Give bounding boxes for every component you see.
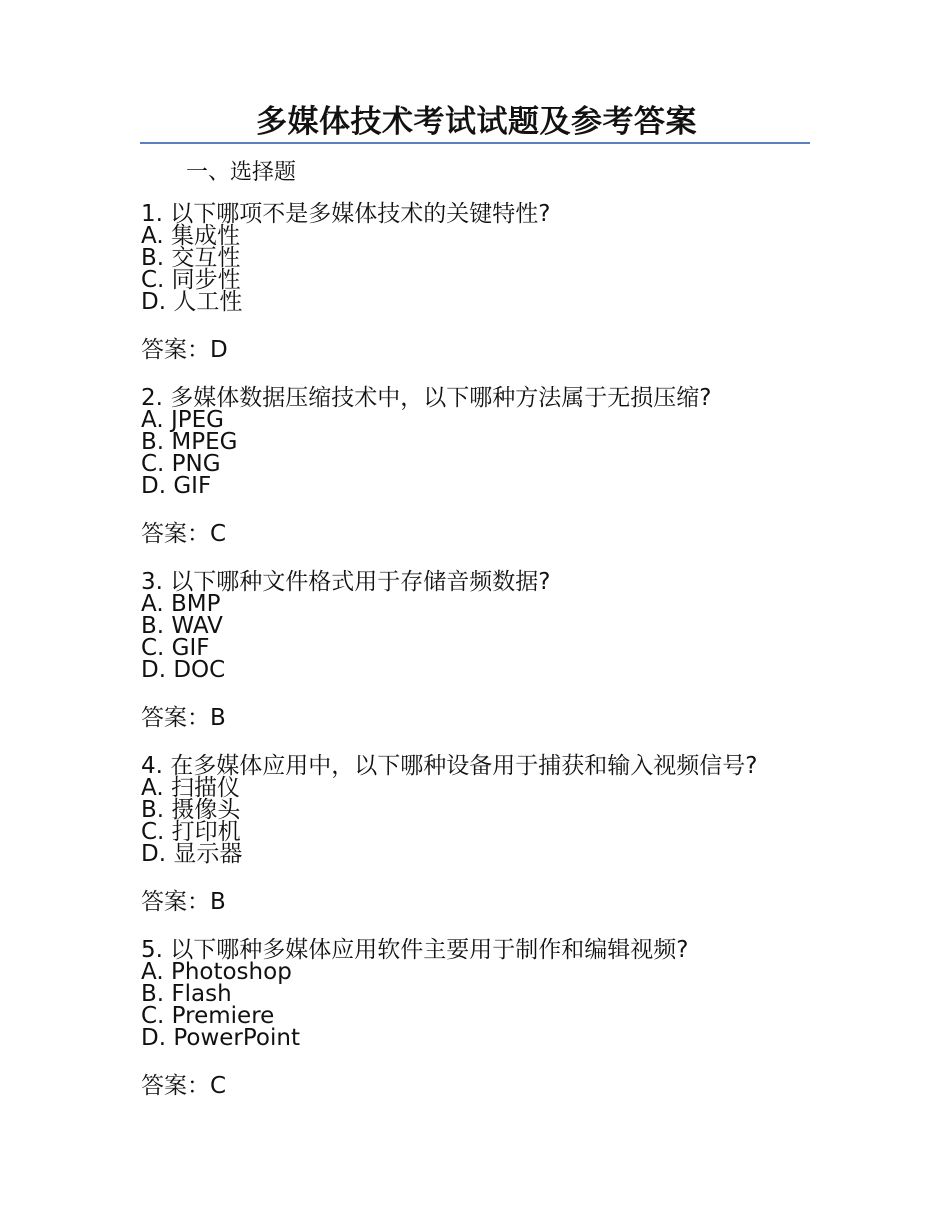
answer-text: 答案：B — [141, 705, 226, 731]
option-d: D. GIF — [141, 473, 212, 499]
option-b: B. 交互性 — [141, 245, 241, 271]
question-list — [141, 203, 781, 1123]
option-d: D. 人工性 — [141, 289, 243, 315]
question-5 — [141, 939, 781, 1101]
option-list — [141, 225, 781, 313]
question-2 — [141, 387, 781, 549]
option-c: C. PNG — [141, 451, 221, 477]
answer-text: 答案：D — [141, 337, 228, 363]
option-b: B. MPEG — [141, 429, 238, 455]
option-d: D. DOC — [141, 657, 226, 683]
title-block — [140, 100, 810, 144]
question-1 — [141, 203, 781, 365]
answer-text: 答案：C — [141, 521, 227, 547]
question-text: 5. 以下哪种多媒体应用软件主要用于制作和编辑视频? — [141, 937, 689, 963]
question-text: 4. 在多媒体应用中，以下哪种设备用于捕获和输入视频信号? — [141, 753, 758, 779]
option-c: C. Premiere — [141, 1003, 275, 1029]
option-b: B. 摄像头 — [141, 797, 241, 823]
option-c: C. GIF — [141, 635, 210, 661]
answer-text: 答案：C — [141, 1073, 227, 1099]
option-a: A. JPEG — [141, 407, 224, 433]
option-a: A. Photoshop — [141, 959, 292, 985]
option-d: D. 显示器 — [141, 841, 243, 867]
option-a: A. BMP — [141, 591, 221, 617]
option-list — [141, 593, 781, 681]
question-3 — [141, 571, 781, 733]
option-d: D. PowerPoint — [141, 1025, 300, 1051]
question-text: 1. 以下哪项不是多媒体技术的关键特性? — [141, 201, 551, 227]
answer-text: 答案：B — [141, 889, 226, 915]
option-b: B. Flash — [141, 981, 232, 1007]
option-list — [141, 961, 781, 1049]
option-list — [141, 409, 781, 497]
option-a: A. 扫描仪 — [141, 775, 240, 801]
option-list — [141, 777, 781, 865]
question-4 — [141, 755, 781, 917]
option-c: C. 同步性 — [141, 267, 241, 293]
question-text: 3. 以下哪种文件格式用于存储音频数据? — [141, 569, 551, 595]
page-title: 多媒体技术考试试题及参考答案 — [256, 104, 697, 140]
option-b: B. WAV — [141, 613, 223, 639]
option-a: A. 集成性 — [141, 223, 240, 249]
option-c: C. 打印机 — [141, 819, 241, 845]
question-text: 2. 多媒体数据压缩技术中，以下哪种方法属于无损压缩? — [141, 385, 712, 411]
section-heading: 一、选择题 — [186, 160, 297, 185]
